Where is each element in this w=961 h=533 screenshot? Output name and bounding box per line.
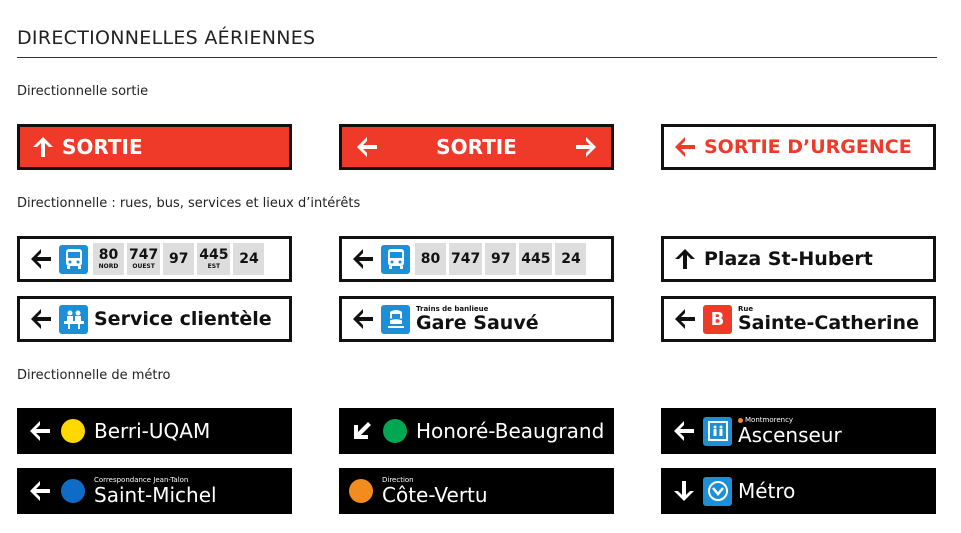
station-label: Métro bbox=[738, 479, 796, 503]
yellow-line-dot bbox=[61, 419, 85, 443]
arrow-right-icon bbox=[573, 134, 599, 160]
arrow-up-icon bbox=[672, 246, 698, 272]
route-number: 97 bbox=[490, 250, 511, 267]
bus-route-badge bbox=[449, 243, 482, 275]
arrow-left-icon bbox=[27, 478, 53, 504]
train-station-sign bbox=[339, 296, 614, 342]
metro-sign-cote-vertu bbox=[339, 468, 614, 514]
arrow-up-icon bbox=[30, 134, 56, 160]
station-label: Berri-UQAM bbox=[94, 419, 211, 443]
bus-route-badge bbox=[127, 243, 160, 275]
exit-sign-up bbox=[17, 124, 292, 170]
route-number: 747 bbox=[129, 247, 159, 263]
route-number: 97 bbox=[168, 250, 189, 267]
route-direction: OUEST bbox=[132, 263, 155, 270]
station-text bbox=[382, 477, 488, 505]
bus-route-badge bbox=[233, 243, 264, 275]
route-direction: EST bbox=[207, 263, 221, 270]
customer-service-icon bbox=[59, 305, 88, 334]
arrow-left-icon bbox=[672, 306, 698, 332]
bus-route-badge bbox=[93, 243, 124, 275]
route-number: 24 bbox=[239, 250, 259, 267]
metro-sign-elevator bbox=[661, 408, 936, 454]
street-text bbox=[738, 306, 919, 333]
train-icon bbox=[381, 305, 410, 334]
arrow-left-icon bbox=[350, 246, 376, 272]
emergency-exit-label: SORTIE D’URGENCE bbox=[704, 136, 912, 158]
bus-route-badge bbox=[485, 243, 516, 275]
arrow-down-icon bbox=[671, 478, 697, 504]
arrow-left-icon bbox=[28, 306, 54, 332]
title-divider bbox=[17, 57, 937, 58]
section-streets-label: Directionnelle : rues, bus, services et lieux d’intérêts bbox=[17, 196, 361, 211]
route-number: 80 bbox=[98, 247, 119, 263]
elevator-label: Ascenseur bbox=[738, 423, 842, 447]
bus-route-badge bbox=[555, 243, 586, 275]
station-label: Saint-Michel bbox=[94, 483, 217, 507]
route-number: 445 bbox=[199, 247, 229, 263]
blue-line-dot bbox=[61, 479, 85, 503]
service-label: Service clientèle bbox=[94, 308, 272, 330]
orange-line-dot bbox=[738, 418, 743, 423]
service-sign bbox=[17, 296, 292, 342]
route-number: 445 bbox=[521, 250, 551, 267]
metro-sign-metro bbox=[661, 468, 936, 514]
metro-sign-berri bbox=[17, 408, 292, 454]
elevator-small-label: Montmorency bbox=[745, 416, 794, 424]
plaza-label: Plaza St-Hubert bbox=[704, 248, 873, 270]
exit-sign-both bbox=[339, 124, 614, 170]
section-exit-label: Directionnelle sortie bbox=[17, 84, 149, 99]
plaza-sign bbox=[661, 236, 936, 282]
metro-sign-saint-michel bbox=[17, 468, 292, 514]
route-number: 24 bbox=[561, 250, 581, 267]
street-sign bbox=[661, 296, 936, 342]
green-line-dot bbox=[383, 419, 407, 443]
direction-label: Direction bbox=[382, 476, 414, 484]
arrow-down-left-icon bbox=[349, 418, 375, 444]
emergency-exit-sign bbox=[661, 124, 936, 170]
route-number: 80 bbox=[420, 250, 441, 267]
elevator-text bbox=[738, 417, 842, 445]
orange-line-dot bbox=[349, 479, 373, 503]
metro-logo-icon bbox=[703, 477, 732, 506]
connection-label: Correspondance Jean-Talon bbox=[94, 476, 189, 484]
train-station-label: Gare Sauvé bbox=[416, 311, 539, 334]
route-number: 747 bbox=[451, 250, 481, 267]
route-direction: NORD bbox=[98, 263, 119, 270]
bus-route-badge bbox=[163, 243, 194, 275]
arrow-left-icon bbox=[671, 418, 697, 444]
bus-route-badge bbox=[519, 243, 552, 275]
arrow-left-icon bbox=[350, 306, 376, 332]
page-title: DIRECTIONNELLES AÉRIENNES bbox=[17, 27, 316, 49]
arrow-left-icon bbox=[354, 134, 380, 160]
bus-sign-directions bbox=[17, 236, 292, 282]
arrow-left-icon bbox=[28, 246, 54, 272]
station-label: Côte-Vertu bbox=[382, 483, 488, 507]
street-label: Sainte-Catherine bbox=[738, 311, 919, 334]
street-letter-badge: B bbox=[703, 305, 732, 334]
section-metro-label: Directionnelle de métro bbox=[17, 368, 171, 383]
bus-route-badge bbox=[197, 243, 230, 275]
arrow-left-icon bbox=[27, 418, 53, 444]
street-small-label: Rue bbox=[738, 304, 754, 313]
station-label: Honoré-Beaugrand bbox=[416, 419, 605, 443]
exit-sign-label: SORTIE bbox=[62, 135, 143, 159]
exit-sign-label: SORTIE bbox=[436, 135, 517, 159]
station-text bbox=[94, 477, 217, 505]
bus-icon bbox=[381, 245, 410, 274]
metro-sign-honore bbox=[339, 408, 614, 454]
arrow-left-icon bbox=[672, 134, 698, 160]
train-station-text bbox=[416, 306, 539, 333]
train-small-label: Trains de banlieue bbox=[416, 304, 489, 313]
bus-icon bbox=[59, 245, 88, 274]
elevator-icon bbox=[703, 417, 732, 446]
bus-sign-simple bbox=[339, 236, 614, 282]
bus-route-badge bbox=[415, 243, 446, 275]
